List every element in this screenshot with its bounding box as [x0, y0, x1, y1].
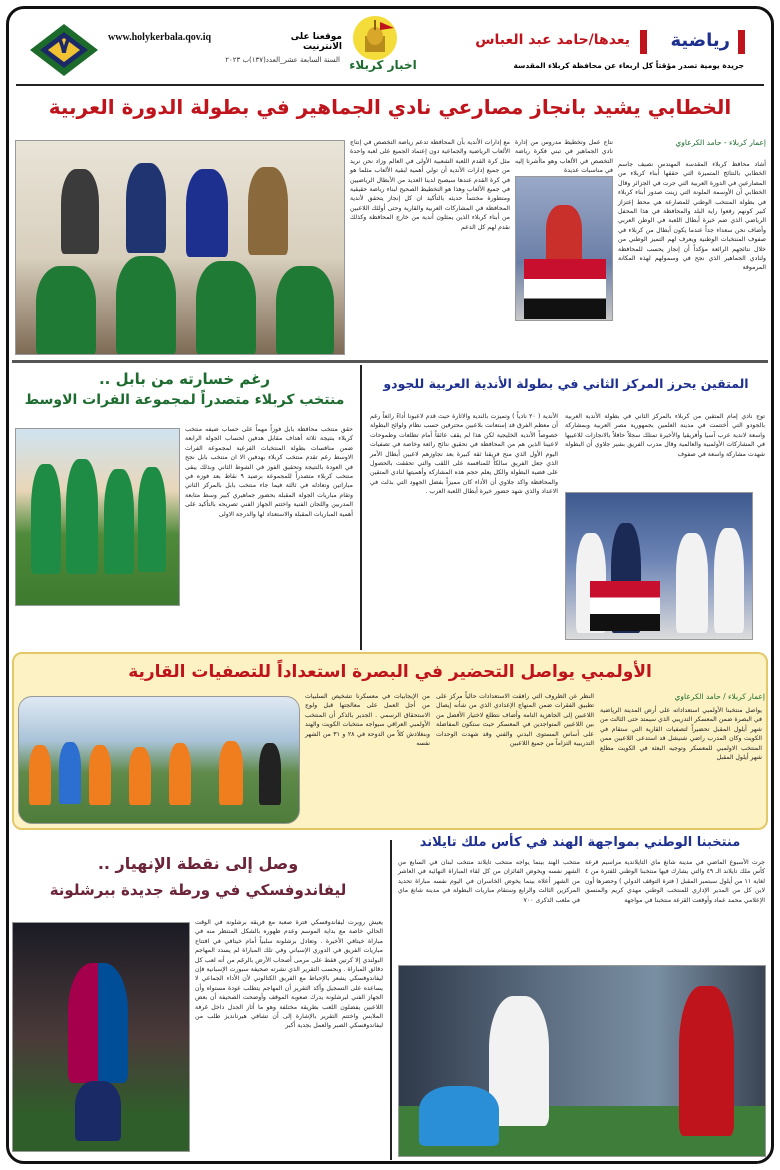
story1-col1: أشاد محافظ كربلاء المقدسة المهندس نصيف جاسم الخطابي بالنتائج المتميزة التي حققها أبناء كربلاء من المصارعين في الدورة العربية التي جرت في الجزائر وقال الخطابي أن الأوسمة الملونة التي زينت صدور أبناء كربلاء في بطولة المنتخب الوطني للمصارعة هي محط إعتزاز كبير كونهم رفعوا راية البلد والمحافظة في هذا المحفل الرياضي الذي ضم خيرة أبطال اللعبة في الوطن العربي وأضاف نحن سعداء جداً عندما يكون أبطال من كربلاء في صفوف المنتخبات الوطنية ويعرف لهم التميز الوطني من خلال نتائجهم الرائعة مؤكداً أن إنجاز يحسب للمحافظة ولنادي الجماهير الذي نجح في وسمولهم لهذه المكانة المرموقة	[618, 161, 766, 272]
story4-col3: من الإيجابيات في معسكرنا تشخيص السلبيات من أجل العمل على معالجتها قبل ولوج الاستحقاق الرسمي . الجدير بالذكر أن المنتخب الأولمبي العراقي سيواجه منتخبات الكويت والهند وبنغلادش كلاً من الدوحة في ٢٨ و ٣١ من الشهر نفسه	[305, 693, 430, 748]
section-red-bar	[738, 30, 745, 54]
story1-divider	[12, 360, 768, 363]
story6-body: يعيش روبرت ليفاندوفسكي فترة صعبة مع فريقه برشلونة في الوقت الحالي خاصة مع بداية الموسم وعدم ظهوره بالشكل المنتظر منه في مباراة خيتافي الأخيرة . وتعادل برشلونة سلبياً أمام خيتافي في افتتاح مباريات الفريق في الدوري الإسباني وفي تلك المباراة لم يسدد المهاجم البولندي إلا كرتين فقط على مرمى أصحاب الأرض بالرغم من أنه لعب كل دقائق المباراة . وبحسب التقرير الذي نشرته صحيفة سبورت الإسبانية فإن ليفاندوفسكي يشعر بالإحباط مع الفريق الكتالوني لأن الأداء الجماعي لا يساعده على التسجيل وأكد التقرير أن المهاجم يتطلب عودة مستواه وأن الجهاز الفني لبرشلونة يدرك صعوبة الموقف وأوضحت الصحيفة أن بعض اللاعبين يفضلون اللعب بطريقة مختلفة وهو ما أثار الجدل داخل غرفة الملابس واختتم التقرير بالإشارة إلى أن تشافي هيرنانديز طلب من ليفاندوفسكي الصبر والعمل بجدية أكبر	[195, 919, 383, 1030]
bottom-column-divider	[390, 840, 392, 1160]
story1-col2: نتاج عمل وتخطيط مدروس من إدارة نادي الجماهير في تبني فكرة رياضة التخصص في الألعاب وهو ماأشرنا إليه في مناسبات عديدة	[515, 139, 613, 175]
story2-headline-1: رغم خسارته من بابل ..	[98, 370, 271, 388]
story4-byline: إعمار كربلاء / حامد الكرعاوي	[674, 692, 765, 701]
story4-col2: النظر عن الظروف التي رافقت الاستعدادات حالياً مركز على تطبيق الفقرات ضمن المنهاج الإعدادي الذي من شأنه إيصال اللاعبين إلى الجاهزية التامة وأضاف نتطلع لاختيار الأفضل من بين اللاعبين المتواجدين في المعسكر حيث ستكون المفاضلة على أساس المستوى البدني والفني وقد شهدت الوحدات التدريبية التزاماً من جميع اللاعبين	[436, 693, 594, 748]
iraq-flag	[524, 259, 606, 319]
lewandowski-photo	[12, 922, 190, 1152]
paper-logo	[350, 14, 400, 62]
story3-col2: الأندية ( ٢٠ نادياً ) وتميزت بالندية والاثارة حيث قدم لاعبونا أداءً رائعاً رغم أن معظم الفرق قد إستعانت بلاعبين محترفين حسب نظام ولوائح البطولة خصوصاً الأندية الخليجية لكن هذا لم يقف عائقاً أمام تطلعات وطموحات لاعبينا الذين هم من المحافظة في تحقيق نتائج رائعة وخاصة في تصفيات اليوم الأول الذي منح فريقنا ثقة كبيرة بعد تجاوزهم لاعبين أبطال الأمر الذي جعل الفريق سالكاً للمنافسة على اللقب والتي تحققت بالحصول على فضية البطولة والكل يعلم حجم هذه المشاركة وأهميتها لنادي المتقين والمحافظة واكد جلاوي أن الأداء كان مميزاً بفضل الجهود التي بذلت في الاعداد والذي شهد حضور خيرة أبطال اللعبة العرب .	[370, 413, 558, 496]
main-headline: الخطابي يشيد بانجاز مصارعي نادي الجماهير في بطولة الدورة العربية	[48, 95, 732, 119]
story4-col1: يواصل منتخبنا الأولمبي استعداداته على أرض المدينة الرياضية في البصرة ضمن المعسكر التدريبي الذي سيمتد حتى الثالث من شهر أيلول المقبل تحضيراً لتصفيات القارية التي ستقام في الكويت وكان المدرب راضي شنيشل قد استدعى اللاعبين ممن المنتخب الاولمبي للمعسكر وتوجيه البعثة في الكويت مطلع شهر أيلول المقبل	[600, 707, 762, 762]
story1-col3: مع إدارات الأندية بأن المحافظة تدعم رياضة التخصص في إنتاج الألعاب الرياضية والجماعية دون إعتماد الجميع على لعبة واحدة مثل كرة القدم اللعبة الشعبية الأولى في العالم وزاد نحن نريد من جميع إدارات الأندية أن تولي أهمية لبقية الألعاب مثلما هو في كرة القدم عندها سيصبح لدينا العديد من الأبطال الرياضيين في جميع الألعاب وهذا هو التخطيط الصحيح لبناء رياضة حقيقية ومتطورة مختتماً حديثه بالتأكيد ان كل إنجاز يتحقق لأندية المحافظة في المشاركات العربية والقارية وحتى أولئك اللاعبين من أبناء كربلاء الذين يمثلون أندية من خارج المحافظة وكذلك نقدم لهم كل الدعم	[350, 139, 510, 231]
page-number: ٧	[57, 34, 71, 59]
story5-col2: منتخب الهند بينما يواجه منتخب تايلاند منتخب لبنان في السابع من الشهر نفسه ويخوض الفائزان من كل لقاء المباراة النهائية في العاشر من الشهر أعلاه بينما يخوض الخاسران في اليوم نفسه مباراة تحديد المركزين الثالث والرابع وستقام مباريات البطولة في مدينة شانغ ماي في ملعب الذكرى ٧٠٠	[398, 859, 580, 904]
story2-body: حقق منتخب محافظة بابل فوزاً مهماً على حساب ضيفه منتخب كربلاء بنتيجة ثلاثة أهداف مقابل هدفين لحساب الجولة الرابعة ضمن منافسات بطولة المنتخبات الفرعية لمجموعة الفرات الاوسط رغم تقدم منتخب كربلاء بهدفين الا ان منتخب بابل نجح في العودة بالنتيجة وتحقيق الفوز في الشوط الثاني وبذلك يبقى منتخب كربلاء متصدراً للمجموعة برصيد ٩ نقاط بعد فوزه في مباراتين وتعادله في ثالثة فيما جاء منتخب بابل بالمركز الثاني وتقام مباريات الجولة المقبلة بحضور جماهيري كبير وسط متابعة المدربين واللجان الفنية واختتم الجهاز الفني تصريحه بالتأكيد على أهمية المباريات المقبلة والاستعداد لها والدرجة الاولى	[185, 426, 354, 518]
paper-name: اخبار كربلاء	[349, 58, 417, 72]
wrestler-photo	[515, 176, 613, 321]
football-team-photo	[15, 428, 180, 606]
story1-byline: إعمار كربلاء - حامد الكرعاوي	[675, 138, 766, 147]
story5-headline: منتخبنا الوطني بمواجهة الهند في كأس ملك تايلاند	[419, 835, 741, 850]
page-number-logo	[30, 24, 98, 76]
story2-headline-2: منتخب كربلاء متصدراً لمجموعة الفرات الاوسط	[24, 392, 345, 408]
judo-team-photo	[565, 492, 753, 640]
website-link[interactable]: www.holykerbala.qov.iq	[108, 32, 212, 43]
tagline: جريدة يومية تصدر مؤقتاً كل اربعاء عن محافظة كربلاء المقدسة	[513, 61, 744, 70]
story6-headline-1: وصل إلى نقطة الإنهيار ..	[97, 854, 299, 873]
story4-headline: الأولمبي يواصل التحضير في البصرة استعداداً للتصفيات القارية	[128, 662, 652, 682]
iraq-match-photo	[398, 965, 766, 1157]
olympic-training-photo	[18, 696, 300, 824]
header-divider	[16, 84, 764, 86]
column-divider	[360, 365, 362, 650]
issue-info: السنة السابعة عشر_العدد(١٣٧)ب ٢٠٢٣	[225, 56, 340, 64]
section-title: رياضية	[670, 30, 730, 51]
story6-headline-2: ليفاندوفسكي في ورطة جديدة ببرشلونة	[49, 881, 347, 899]
story3-col1: توج نادي إمام المتقين من كربلاء بالمركز الثاني في بطولة الأندية العربية بالجودو التي أختتمت في مدينة العلمين بجمهورية مصر العربية وبمشاركة واسعة لاندية عرب آسيا وأفريقيا والأخيرة تمتلك سجلاً حافلاً بالانجازات للاعبيها في المشاركات الأولمبية والعالمية وقال مدرب الفريق بشير جلاوي أن البطولة شهدت مشاركة واسعة في صفوف	[565, 413, 765, 458]
team-photo	[15, 140, 345, 355]
editor-credit: يعدها/حامد عبد العباس	[475, 32, 630, 48]
story5-col1: جرت الأسبوع الماضي في مدينة شانغ ماي التايلاندية مراسيم قرعة كأس ملك تايلاند الـ ٤٩ والتي يشارك فيها منتخبنا الوطني للفترة من ٤ لغاية ١١ من أيلول سبتمبر المقبل ( فترة التوقف الدولي ) وحضرها أون لاين كل من المدير الإداري للمنتخب الوطني مهدي كريم والمنسق الإعلامي محمد عماد وأوقعت القرعة منتخبنا في مواجهة	[585, 859, 765, 904]
story3-headline: المتقين يحرز المركز الثاني في بطولة الأندية العربية للجودو	[383, 376, 749, 391]
online-label: موقعنا على الانترنيت	[290, 32, 342, 52]
section-divider-bar	[640, 30, 647, 54]
